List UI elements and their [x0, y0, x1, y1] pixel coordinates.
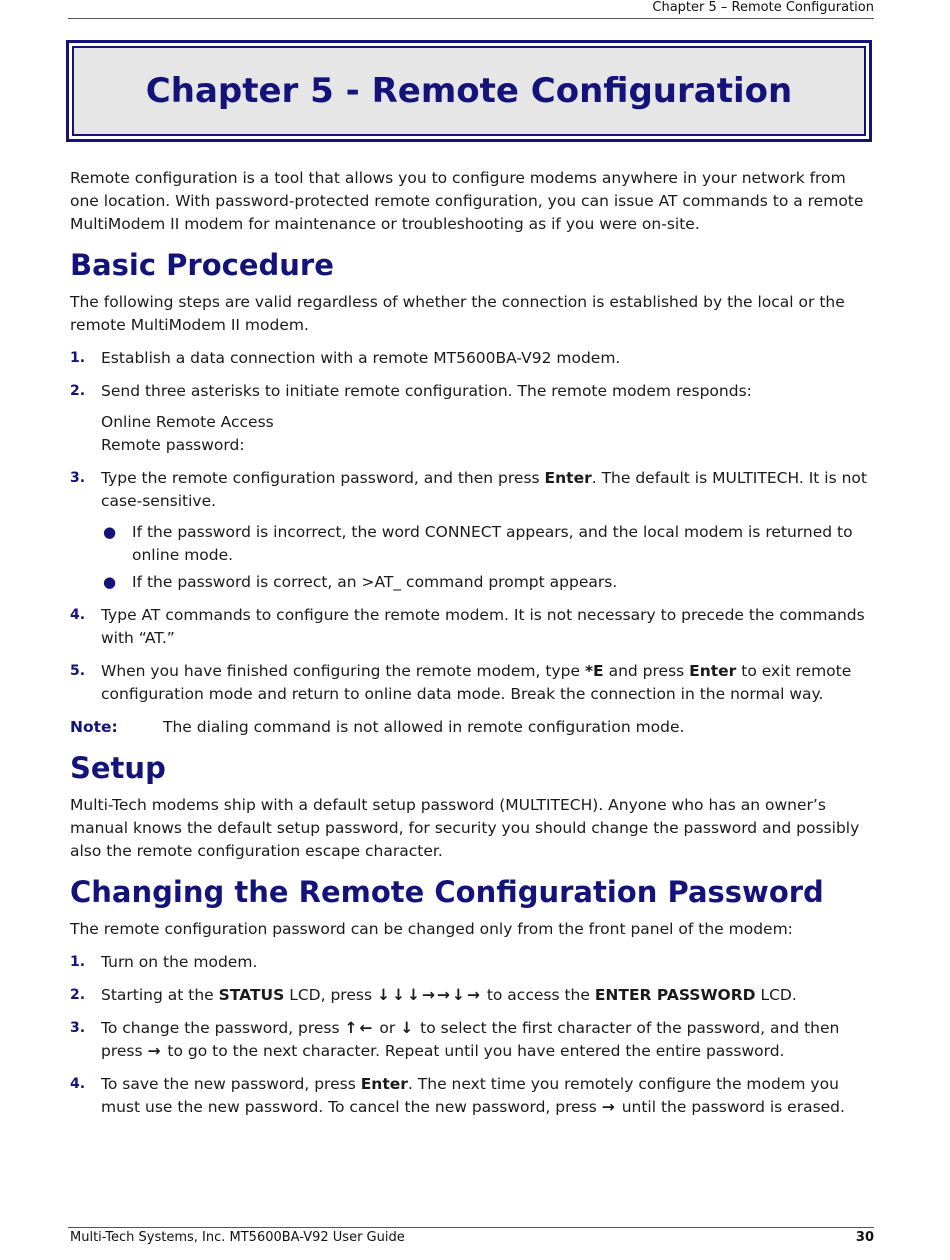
step-text: and press: [603, 662, 690, 680]
arrow-keys-icon: ↓↓↓→→↓→: [376, 986, 482, 1004]
basic-procedure-heading: Basic Procedure: [70, 248, 334, 282]
setup-heading: Setup: [70, 751, 166, 785]
step-number: 4.: [70, 607, 86, 623]
step-number: 4.: [70, 1076, 86, 1092]
step-text: to exit remote configuration mode and return to online data mode. Break the connection in the normal way.: [101, 662, 852, 703]
list-item: [70, 951, 870, 974]
step-number: 3.: [70, 470, 86, 486]
lcd-name: STATUS: [218, 986, 285, 1004]
step-text: . The next time you remotely configure the modem you must use the new password. To cancel the new password, press: [101, 1075, 839, 1116]
modem-response: [101, 411, 870, 457]
list-item: [70, 660, 870, 706]
chapter-title-inner: [72, 46, 866, 136]
down-arrow-icon: ↓: [400, 1019, 416, 1037]
footer-text: Multi-Tech Systems, Inc. MT5600BA-V92 User Guide: [70, 1230, 405, 1245]
chapter-title: Chapter 5 - Remote Configuration: [145, 71, 793, 111]
lcd-name: ENTER PASSWORD: [594, 986, 756, 1004]
intro-paragraph: Remote configuration is a tool that allows you to configure modems anywhere in your network from one location. With password-protected remote configuration, you can issue AT commands to a remote MultiModem II modem for maintenance or troubleshooting as if you were on-site.: [70, 169, 864, 233]
password-result-bullets: [101, 521, 870, 594]
basic-procedure-lead: The following steps are valid regardless of whether the connection is established by the local or the remote MultiModem II modem.: [70, 293, 845, 334]
step-text: until the password is erased.: [616, 1098, 845, 1116]
list-item: [101, 521, 870, 567]
chapter-title-box: [66, 40, 872, 142]
list-item: [70, 347, 870, 370]
step-text: Type AT commands to configure the remote modem. It is not necessary to precede the commands with “AT.”: [101, 606, 865, 647]
step-number: 5.: [70, 663, 86, 679]
change-password-lead: The remote configuration password can be changed only from the front panel of the modem:: [70, 920, 793, 938]
step-text: To change the password, press: [101, 1019, 345, 1037]
list-item: [70, 467, 870, 594]
key-name: Enter: [360, 1075, 408, 1093]
change-password-heading: Changing the Remote Configuration Password: [70, 875, 824, 909]
basic-procedure-steps: [70, 347, 870, 706]
step-text: Turn on the modem.: [101, 953, 258, 971]
change-password-steps: [70, 951, 870, 1119]
step-text: Starting at the: [101, 986, 219, 1004]
right-arrow-icon: →: [147, 1042, 163, 1060]
step-text: When you have finished configuring the remote modem, type: [101, 662, 585, 680]
bullet-icon: ●: [103, 523, 117, 541]
response-line: Online Remote Access: [101, 413, 274, 431]
step-text: LCD, press: [284, 986, 377, 1004]
page-number: 30: [855, 1230, 874, 1245]
step-text: Send three asterisks to initiate remote configuration. The remote modem responds:: [101, 382, 752, 400]
list-item: [70, 604, 870, 650]
header-rule: [68, 18, 874, 19]
list-item: [70, 1073, 870, 1119]
step-number: 1.: [70, 954, 86, 970]
note-text: The dialing command is not allowed in remote configuration mode.: [163, 718, 685, 736]
right-arrow-icon: →: [601, 1098, 617, 1116]
setup-paragraph: Multi-Tech modems ship with a default setup password (MULTITECH). Anyone who has an owner’s manual knows the default setup password, for security you should change the password and possibly also the remote configuration escape character.: [70, 796, 860, 860]
step-number: 1.: [70, 350, 86, 366]
note-label: Note:: [70, 718, 118, 736]
step-text: to access the: [481, 986, 595, 1004]
up-left-arrow-icon: ↑←: [344, 1019, 375, 1037]
key-name: Enter: [544, 469, 592, 487]
bullet-text: If the password is incorrect, the word CONNECT appears, and the local modem is returned to online mode.: [132, 523, 853, 564]
response-line: Remote password:: [101, 436, 245, 454]
step-text: to select the first character of the password, and then press: [101, 1019, 840, 1060]
list-item: [70, 380, 870, 457]
list-item: [70, 984, 870, 1007]
step-text: to go to the next character. Repeat until you have entered the entire password.: [162, 1042, 785, 1060]
command-name: *E: [584, 662, 604, 680]
step-text: or: [374, 1019, 401, 1037]
step-text: To save the new password, press: [101, 1075, 361, 1093]
key-name: Enter: [689, 662, 737, 680]
running-header: Chapter 5 – Remote Configuration: [652, 0, 874, 15]
list-item: [70, 1017, 870, 1063]
list-item: [101, 571, 870, 594]
step-text: LCD.: [755, 986, 797, 1004]
note: [70, 716, 870, 739]
page-content: [70, 167, 870, 1129]
step-number: 2.: [70, 987, 86, 1003]
footer-rule: [68, 1227, 874, 1228]
step-number: 3.: [70, 1020, 86, 1036]
step-text: Establish a data connection with a remote MT5600BA-V92 modem.: [101, 349, 621, 367]
step-text: . The default is MULTITECH. It is not case-sensitive.: [101, 469, 867, 510]
step-number: 2.: [70, 383, 86, 399]
step-text: Type the remote configuration password, and then press: [101, 469, 545, 487]
bullet-icon: ●: [103, 573, 117, 591]
bullet-text: If the password is correct, an >AT_ command prompt appears.: [132, 573, 618, 591]
